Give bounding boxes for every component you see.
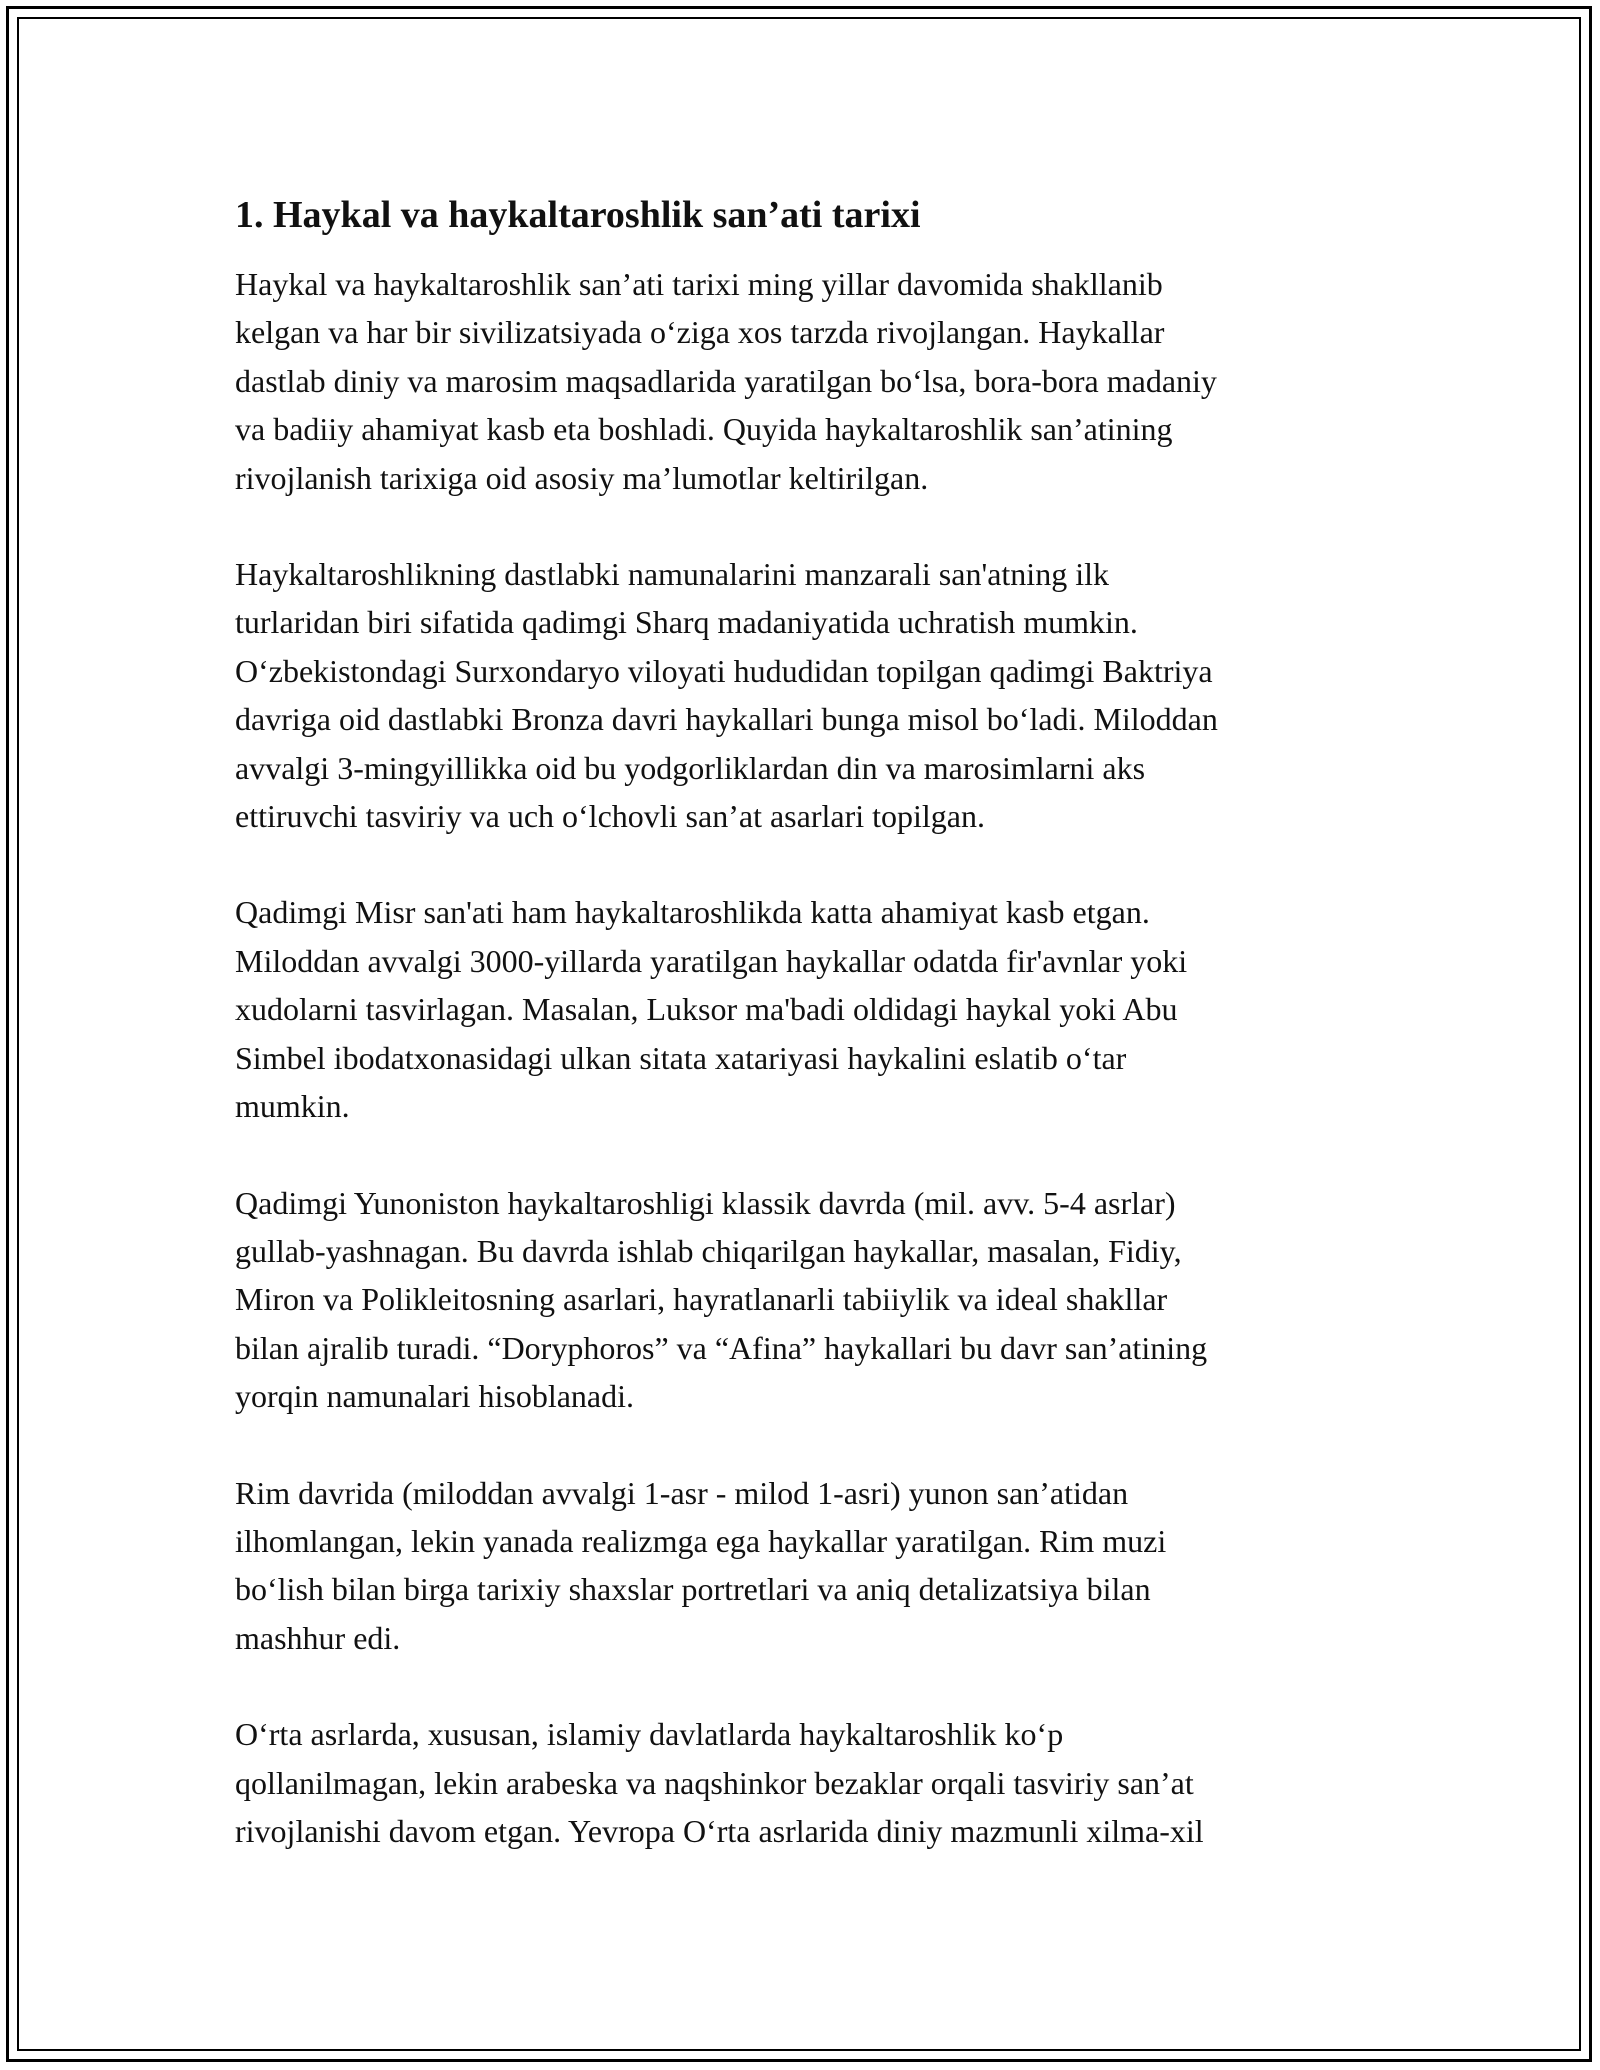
- paragraph-middle-ages: [235, 1710, 1375, 1855]
- text-line: Qadimgi Misr san'ati ham haykaltaroshlikda katta ahamiyat kasb etgan.: [235, 894, 1150, 931]
- text-line: Rim davrida (miloddan avvalgi 1-asr - milod 1-asri) yunon san’atidan: [235, 1474, 1129, 1511]
- text-line: va badiiy ahamiyat kasb eta boshladi. Quyida haykaltaroshlik san’atining: [235, 411, 1173, 448]
- text-line: davriga oid dastlabki Bronza davri haykallari bunga misol bo‘ladi. Miloddan: [235, 701, 1218, 738]
- text-line: O‘zbekistondagi Surxondaryo viloyati hududidan topilgan qadimgi Baktriya: [235, 652, 1213, 689]
- text-line: xudolarni tasvirlagan. Masalan, Luksor ma'badi oldidagi haykal yoki Abu: [235, 991, 1178, 1028]
- text-line: mumkin.: [235, 1088, 350, 1125]
- text-line: bilan ajralib turadi. “Doryphoros” va “Afina” haykallari bu davr san’atining: [235, 1329, 1208, 1366]
- text-line: turlaridan biri sifatida qadimgi Sharq madaniyatida uchratish mumkin.: [235, 604, 1138, 641]
- text-line: bo‘lish bilan birga tarixiy shaxslar portretlari va aniq detalizatsiya bilan: [235, 1571, 1151, 1608]
- text-line: ettiruvchi tasviriy va uch o‘lchovli san’at asarlari topilgan.: [235, 798, 985, 835]
- document-body: [235, 190, 1375, 1903]
- paragraph-ancient-east: [235, 550, 1375, 840]
- text-line: O‘rta asrlarda, xususan, islamiy davlatlarda haykaltaroshlik ko‘p: [235, 1716, 1064, 1753]
- text-line: Simbel ibodatxonasidagi ulkan sitata xatariyasi haykalini eslatib o‘tar: [235, 1039, 1127, 1076]
- text-line: Haykaltaroshlikning dastlabki namunalarini manzarali san'atning ilk: [235, 556, 1109, 593]
- text-line: rivojlanishi davom etgan. Yevropa O‘rta asrlarida diniy mazmunli xilma-xil: [235, 1812, 1204, 1849]
- text-line: avvalgi 3-mingyillikka oid bu yodgorliklardan din va marosimlarni aks: [235, 749, 1146, 786]
- text-line: Miloddan avvalgi 3000-yillarda yaratilgan haykallar odatda fir'avnlar yoki: [235, 942, 1188, 979]
- text-line: Haykal va haykaltaroshlik san’ati tarixi ming yillar davomida shakllanib: [235, 266, 1163, 302]
- text-line: mashhur edi.: [235, 1619, 401, 1656]
- text-line: rivojlanish tarixiga oid asosiy ma’lumotlar keltirilgan.: [235, 459, 929, 496]
- text-line: Miron va Polikleitosning asarlari, hayratlanarli tabiiylik va ideal shakllar: [235, 1281, 1168, 1318]
- text-line: ilhomlangan, lekin yanada realizmga ega haykallar yaratilgan. Rim muzi: [235, 1522, 1167, 1559]
- paragraph-ancient-greece: [235, 1179, 1375, 1421]
- text-line: dastlab diniy va marosim maqsadlarida yaratilgan bo‘lsa, bora-bora madaniy: [235, 362, 1217, 399]
- text-line: qollanilmagan, lekin arabeska va naqshinkor bezaklar orqali tasviriy san’at: [235, 1764, 1194, 1801]
- text-line: yorqin namunalari hisoblanadi.: [235, 1378, 635, 1415]
- text-line: kelgan va har bir sivilizatsiyada o‘ziga xos tarzda rivojlangan. Haykallar: [235, 314, 1165, 351]
- text-line: Qadimgi Yunoniston haykaltaroshligi klassik davrda (mil. avv. 5-4 asrlar): [235, 1184, 1176, 1221]
- section-heading: 1. Haykal va haykaltaroshlik san’ati tarixi: [235, 194, 921, 236]
- text-line: gullab-yashnagan. Bu davrda ishlab chiqarilgan haykallar, masalan, Fidiy,: [235, 1232, 1182, 1269]
- paragraph-intro: [235, 260, 1375, 502]
- paragraph-ancient-egypt: [235, 888, 1375, 1130]
- paragraph-rome: [235, 1469, 1375, 1663]
